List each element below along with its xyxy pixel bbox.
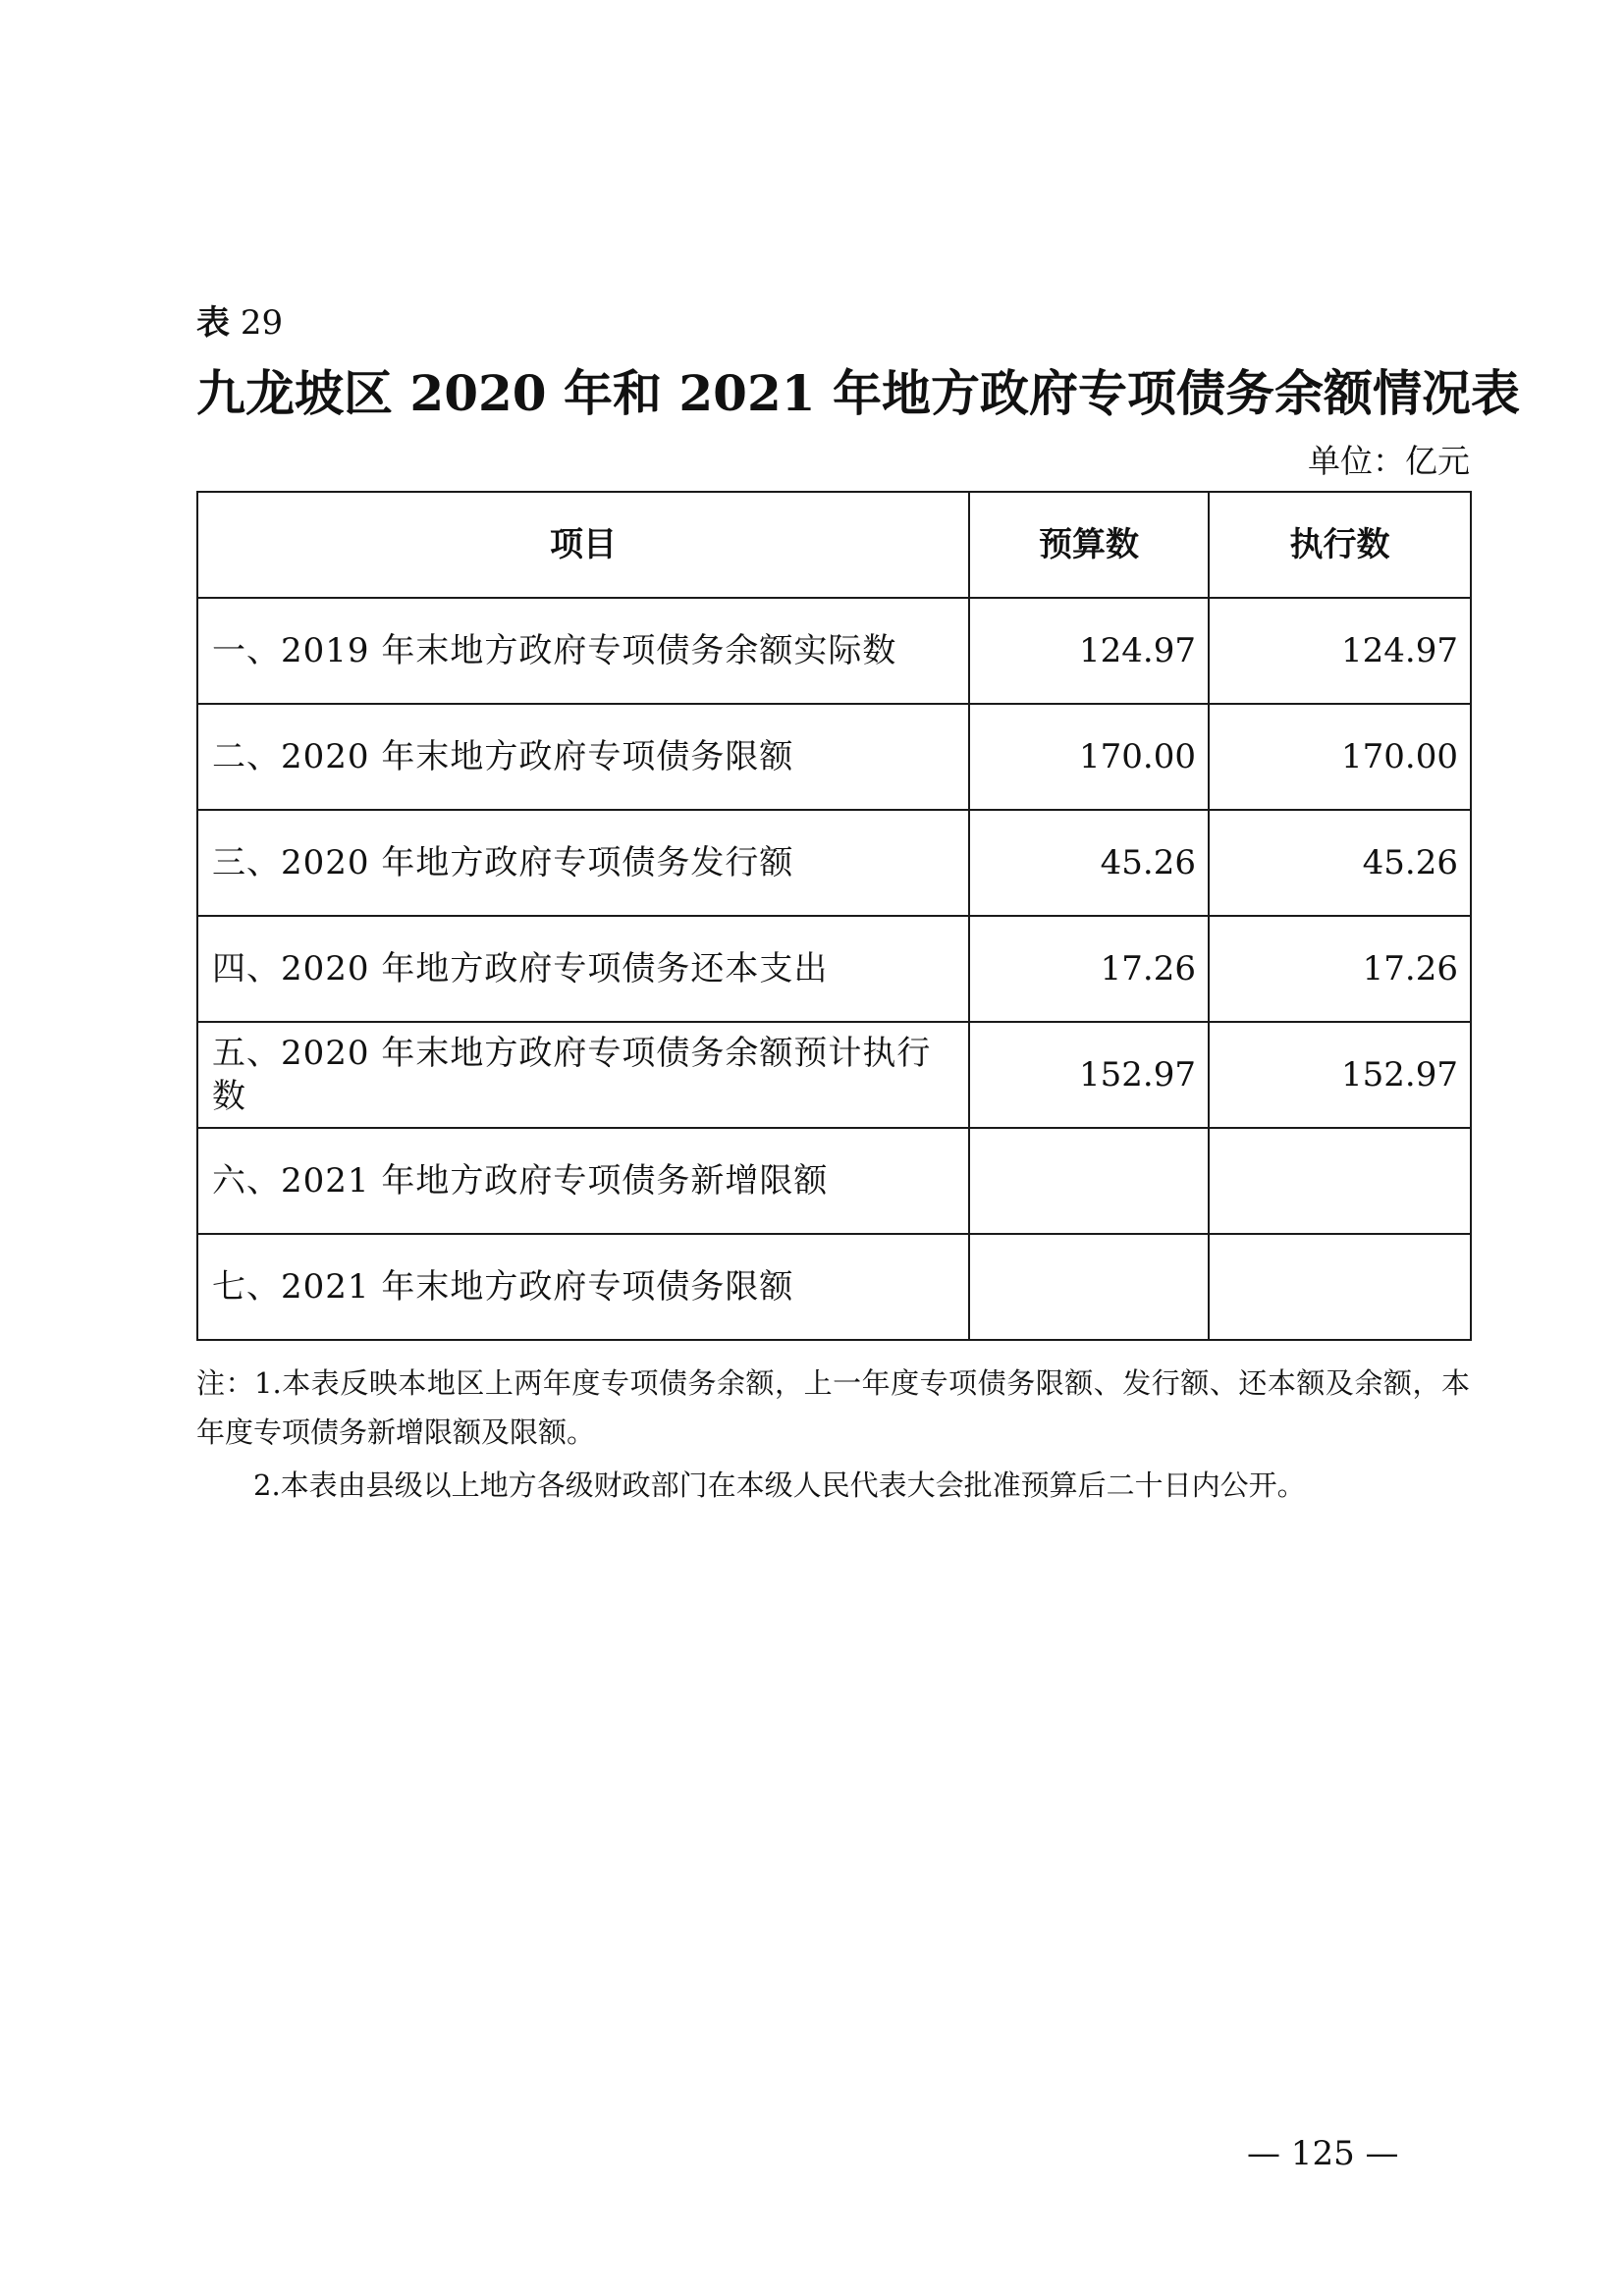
row-budget: 152.97 <box>969 1022 1209 1128</box>
unit-label: 单位：亿元 <box>1308 442 1470 480</box>
row-budget <box>969 1128 1209 1234</box>
note-1: 注：1.本表反映本地区上两年度专项债务余额，上一年度专项债务限额、发行额、还本额及余额，本年度专项债务新增限额及限额。 <box>196 1366 1470 1449</box>
row-actual: 17.26 <box>1209 916 1471 1022</box>
table-row <box>197 1128 1471 1234</box>
row-actual <box>1209 1234 1471 1340</box>
column-header-budget: 预算数 <box>969 492 1209 598</box>
row-budget: 170.00 <box>969 704 1209 810</box>
row-item: 四、2020 年地方政府专项债务还本支出 <box>197 916 969 1022</box>
row-actual: 124.97 <box>1209 598 1471 704</box>
table-header-row <box>197 492 1471 598</box>
row-actual: 45.26 <box>1209 810 1471 916</box>
table-label-prefix: 表 <box>196 303 230 343</box>
row-item: 七、2021 年末地方政府专项债务限额 <box>197 1234 969 1340</box>
row-budget: 124.97 <box>969 598 1209 704</box>
table-number-label <box>196 300 283 346</box>
row-actual: 152.97 <box>1209 1022 1471 1128</box>
row-item: 三、2020 年地方政府专项债务发行额 <box>197 810 969 916</box>
row-item: 五、2020 年末地方政府专项债务余额预计执行数 <box>197 1022 969 1128</box>
row-actual <box>1209 1128 1471 1234</box>
row-budget: 45.26 <box>969 810 1209 916</box>
column-header-actual: 执行数 <box>1209 492 1471 598</box>
table-row <box>197 1022 1471 1128</box>
row-actual: 170.00 <box>1209 704 1471 810</box>
row-item: 六、2021 年地方政府专项债务新增限额 <box>197 1128 969 1234</box>
table-row <box>197 704 1471 810</box>
document-title: 九龙坡区 2020 年和 2021 年地方政府专项债务余额情况表 <box>196 364 1520 422</box>
column-header-item: 项目 <box>197 492 969 598</box>
table-row <box>197 916 1471 1022</box>
row-budget <box>969 1234 1209 1340</box>
page-number: — 125 — <box>1247 2134 1399 2173</box>
table-label-number: 29 <box>240 303 284 343</box>
debt-table <box>196 491 1472 1341</box>
table-notes <box>196 1359 1470 1510</box>
table-row <box>197 810 1471 916</box>
row-budget: 17.26 <box>969 916 1209 1022</box>
row-item: 一、2019 年末地方政府专项债务余额实际数 <box>197 598 969 704</box>
table-row <box>197 598 1471 704</box>
table-row <box>197 1234 1471 1340</box>
row-item: 二、2020 年末地方政府专项债务限额 <box>197 704 969 810</box>
note-2: 2.本表由县级以上地方各级财政部门在本级人民代表大会批准预算后二十日内公开。 <box>253 1468 1306 1502</box>
